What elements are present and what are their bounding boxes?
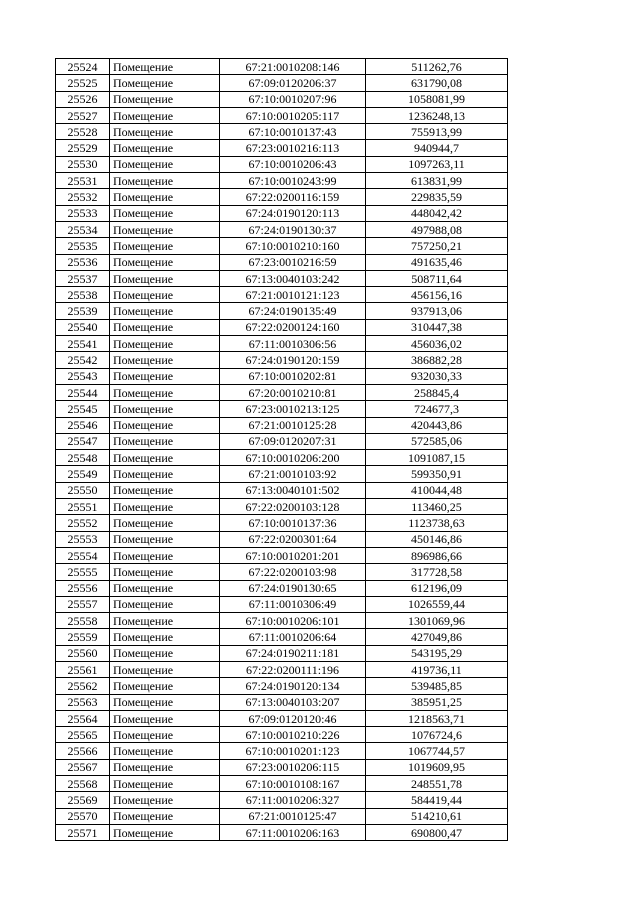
object-type-cell: Помещение <box>110 808 220 824</box>
cadastral-value-cell: 420443,86 <box>366 417 508 433</box>
row-number-cell: 25554 <box>56 547 110 563</box>
table-row <box>56 303 508 319</box>
cadastral-number-cell: 67:11:0010206:163 <box>220 824 366 840</box>
cadastral-value-cell: 1123738,63 <box>366 515 508 531</box>
cadastral-value-table <box>55 58 508 841</box>
object-type-cell: Помещение <box>110 743 220 759</box>
cadastral-number-cell: 67:22:0200103:128 <box>220 499 366 515</box>
row-number-cell: 25558 <box>56 613 110 629</box>
cadastral-value-cell: 1076724,6 <box>366 727 508 743</box>
cadastral-value-cell: 896986,66 <box>366 547 508 563</box>
table-row <box>56 547 508 563</box>
table-row <box>56 254 508 270</box>
row-number-cell: 25567 <box>56 759 110 775</box>
table-row <box>56 75 508 91</box>
object-type-cell: Помещение <box>110 482 220 498</box>
row-number-cell: 25548 <box>56 450 110 466</box>
cadastral-number-cell: 67:24:0190211:181 <box>220 645 366 661</box>
object-type-cell: Помещение <box>110 531 220 547</box>
row-number-cell: 25570 <box>56 808 110 824</box>
cadastral-number-cell: 67:24:0190130:65 <box>220 580 366 596</box>
cadastral-value-cell: 932030,33 <box>366 368 508 384</box>
cadastral-number-cell: 67:22:0200103:98 <box>220 564 366 580</box>
row-number-cell: 25535 <box>56 238 110 254</box>
table-row <box>56 629 508 645</box>
row-number-cell: 25538 <box>56 287 110 303</box>
cadastral-value-cell: 229835,59 <box>366 189 508 205</box>
row-number-cell: 25526 <box>56 91 110 107</box>
cadastral-number-cell: 67:23:0010216:59 <box>220 254 366 270</box>
cadastral-number-cell: 67:13:0040101:502 <box>220 482 366 498</box>
row-number-cell: 25562 <box>56 678 110 694</box>
row-number-cell: 25534 <box>56 221 110 237</box>
cadastral-number-cell: 67:10:0010210:226 <box>220 727 366 743</box>
cadastral-number-cell: 67:22:0200116:159 <box>220 189 366 205</box>
cadastral-number-cell: 67:09:0120207:31 <box>220 433 366 449</box>
cadastral-value-cell: 937913,06 <box>366 303 508 319</box>
row-number-cell: 25547 <box>56 433 110 449</box>
table-row <box>56 759 508 775</box>
object-type-cell: Помещение <box>110 547 220 563</box>
object-type-cell: Помещение <box>110 792 220 808</box>
cadastral-value-cell: 599350,91 <box>366 466 508 482</box>
row-number-cell: 25543 <box>56 368 110 384</box>
cadastral-value-cell: 448042,42 <box>366 205 508 221</box>
cadastral-value-cell: 310447,38 <box>366 319 508 335</box>
cadastral-number-cell: 67:10:0010201:201 <box>220 547 366 563</box>
object-type-cell: Помещение <box>110 580 220 596</box>
cadastral-value-cell: 386882,28 <box>366 352 508 368</box>
cadastral-value-cell: 385951,25 <box>366 694 508 710</box>
row-number-cell: 25529 <box>56 140 110 156</box>
table-row <box>56 776 508 792</box>
table-row <box>56 140 508 156</box>
table-row <box>56 678 508 694</box>
table-row <box>56 743 508 759</box>
row-number-cell: 25532 <box>56 189 110 205</box>
cadastral-value-cell: 419736,11 <box>366 661 508 677</box>
row-number-cell: 25559 <box>56 629 110 645</box>
row-number-cell: 25553 <box>56 531 110 547</box>
table-row <box>56 792 508 808</box>
table-row <box>56 613 508 629</box>
row-number-cell: 25527 <box>56 107 110 123</box>
row-number-cell: 25545 <box>56 401 110 417</box>
table-row <box>56 482 508 498</box>
object-type-cell: Помещение <box>110 776 220 792</box>
row-number-cell: 25564 <box>56 710 110 726</box>
cadastral-number-cell: 67:09:0120120:46 <box>220 710 366 726</box>
object-type-cell: Помещение <box>110 727 220 743</box>
object-type-cell: Помещение <box>110 417 220 433</box>
cadastral-number-cell: 67:20:0010210:81 <box>220 384 366 400</box>
cadastral-value-cell: 497988,08 <box>366 221 508 237</box>
cadastral-number-cell: 67:23:0010206:115 <box>220 759 366 775</box>
cadastral-number-cell: 67:22:0200301:64 <box>220 531 366 547</box>
cadastral-value-cell: 427049,86 <box>366 629 508 645</box>
cadastral-number-cell: 67:24:0190130:37 <box>220 221 366 237</box>
cadastral-number-cell: 67:10:0010137:36 <box>220 515 366 531</box>
cadastral-number-cell: 67:24:0190120:113 <box>220 205 366 221</box>
object-type-cell: Помещение <box>110 173 220 189</box>
row-number-cell: 25556 <box>56 580 110 596</box>
table-row <box>56 319 508 335</box>
cadastral-number-cell: 67:10:0010202:81 <box>220 368 366 384</box>
row-number-cell: 25561 <box>56 661 110 677</box>
cadastral-value-cell: 1067744,57 <box>366 743 508 759</box>
cadastral-value-cell: 690800,47 <box>366 824 508 840</box>
object-type-cell: Помещение <box>110 824 220 840</box>
cadastral-number-cell: 67:13:0040103:242 <box>220 270 366 286</box>
cadastral-number-cell: 67:22:0200124:160 <box>220 319 366 335</box>
table-row <box>56 368 508 384</box>
row-number-cell: 25571 <box>56 824 110 840</box>
cadastral-number-cell: 67:21:0010208:146 <box>220 59 366 75</box>
cadastral-number-cell: 67:10:0010205:117 <box>220 107 366 123</box>
cadastral-value-cell: 1097263,11 <box>366 156 508 172</box>
cadastral-value-cell: 724677,3 <box>366 401 508 417</box>
cadastral-value-cell: 757250,21 <box>366 238 508 254</box>
object-type-cell: Помещение <box>110 384 220 400</box>
object-type-cell: Помещение <box>110 466 220 482</box>
table-row <box>56 645 508 661</box>
object-type-cell: Помещение <box>110 156 220 172</box>
cadastral-number-cell: 67:11:0010206:64 <box>220 629 366 645</box>
cadastral-value-cell: 456036,02 <box>366 336 508 352</box>
object-type-cell: Помещение <box>110 303 220 319</box>
row-number-cell: 25531 <box>56 173 110 189</box>
object-type-cell: Помещение <box>110 75 220 91</box>
cadastral-number-cell: 67:10:0010206:43 <box>220 156 366 172</box>
table-row <box>56 564 508 580</box>
row-number-cell: 25560 <box>56 645 110 661</box>
object-type-cell: Помещение <box>110 678 220 694</box>
object-type-cell: Помещение <box>110 661 220 677</box>
cadastral-number-cell: 67:10:0010201:123 <box>220 743 366 759</box>
table-row <box>56 156 508 172</box>
object-type-cell: Помещение <box>110 287 220 303</box>
row-number-cell: 25530 <box>56 156 110 172</box>
row-number-cell: 25536 <box>56 254 110 270</box>
object-type-cell: Помещение <box>110 140 220 156</box>
object-type-cell: Помещение <box>110 694 220 710</box>
row-number-cell: 25544 <box>56 384 110 400</box>
object-type-cell: Помещение <box>110 336 220 352</box>
cadastral-number-cell: 67:13:0040103:207 <box>220 694 366 710</box>
object-type-cell: Помещение <box>110 596 220 612</box>
table-row <box>56 580 508 596</box>
cadastral-value-cell: 1236248,13 <box>366 107 508 123</box>
table-row <box>56 596 508 612</box>
table-row <box>56 91 508 107</box>
row-number-cell: 25525 <box>56 75 110 91</box>
cadastral-number-cell: 67:09:0120206:37 <box>220 75 366 91</box>
row-number-cell: 25540 <box>56 319 110 335</box>
table-row <box>56 824 508 840</box>
cadastral-number-cell: 67:24:0190135:49 <box>220 303 366 319</box>
cadastral-value-cell: 514210,61 <box>366 808 508 824</box>
row-number-cell: 25546 <box>56 417 110 433</box>
table-row <box>56 450 508 466</box>
object-type-cell: Помещение <box>110 368 220 384</box>
cadastral-number-cell: 67:10:0010108:167 <box>220 776 366 792</box>
table-row <box>56 727 508 743</box>
object-type-cell: Помещение <box>110 91 220 107</box>
object-type-cell: Помещение <box>110 613 220 629</box>
cadastral-number-cell: 67:21:0010125:28 <box>220 417 366 433</box>
table-row <box>56 336 508 352</box>
cadastral-value-cell: 755913,99 <box>366 124 508 140</box>
object-type-cell: Помещение <box>110 401 220 417</box>
object-type-cell: Помещение <box>110 221 220 237</box>
row-number-cell: 25569 <box>56 792 110 808</box>
row-number-cell: 25552 <box>56 515 110 531</box>
object-type-cell: Помещение <box>110 759 220 775</box>
row-number-cell: 25541 <box>56 336 110 352</box>
cadastral-number-cell: 67:10:0010206:101 <box>220 613 366 629</box>
cadastral-number-cell: 67:10:0010137:43 <box>220 124 366 140</box>
cadastral-value-cell: 1019609,95 <box>366 759 508 775</box>
row-number-cell: 25565 <box>56 727 110 743</box>
object-type-cell: Помещение <box>110 645 220 661</box>
cadastral-number-cell: 67:21:0010125:47 <box>220 808 366 824</box>
cadastral-number-cell: 67:10:0010206:200 <box>220 450 366 466</box>
cadastral-value-cell: 491635,46 <box>366 254 508 270</box>
object-type-cell: Помещение <box>110 59 220 75</box>
cadastral-value-cell: 410044,48 <box>366 482 508 498</box>
row-number-cell: 25542 <box>56 352 110 368</box>
cadastral-value-cell: 508711,64 <box>366 270 508 286</box>
cadastral-value-cell: 543195,29 <box>366 645 508 661</box>
object-type-cell: Помещение <box>110 238 220 254</box>
cadastral-number-cell: 67:11:0010306:49 <box>220 596 366 612</box>
cadastral-number-cell: 67:11:0010306:56 <box>220 336 366 352</box>
cadastral-number-cell: 67:11:0010206:327 <box>220 792 366 808</box>
cadastral-value-cell: 613831,99 <box>366 173 508 189</box>
cadastral-number-cell: 67:10:0010207:96 <box>220 91 366 107</box>
row-number-cell: 25563 <box>56 694 110 710</box>
cadastral-number-cell: 67:21:0010121:123 <box>220 287 366 303</box>
object-type-cell: Помещение <box>110 254 220 270</box>
cadastral-number-cell: 67:23:0010213:125 <box>220 401 366 417</box>
object-type-cell: Помещение <box>110 270 220 286</box>
row-number-cell: 25557 <box>56 596 110 612</box>
table-row <box>56 710 508 726</box>
row-number-cell: 25566 <box>56 743 110 759</box>
table-row <box>56 694 508 710</box>
table-row <box>56 417 508 433</box>
table-row <box>56 466 508 482</box>
row-number-cell: 25550 <box>56 482 110 498</box>
table-row <box>56 401 508 417</box>
cadastral-number-cell: 67:21:0010103:92 <box>220 466 366 482</box>
row-number-cell: 25549 <box>56 466 110 482</box>
cadastral-value-cell: 940944,7 <box>366 140 508 156</box>
table-row <box>56 124 508 140</box>
row-number-cell: 25568 <box>56 776 110 792</box>
object-type-cell: Помещение <box>110 189 220 205</box>
cadastral-number-cell: 67:10:0010243:99 <box>220 173 366 189</box>
row-number-cell: 25537 <box>56 270 110 286</box>
table-row <box>56 499 508 515</box>
table-row <box>56 173 508 189</box>
row-number-cell: 25528 <box>56 124 110 140</box>
cadastral-value-cell: 1026559,44 <box>366 596 508 612</box>
object-type-cell: Помещение <box>110 107 220 123</box>
cadastral-value-cell: 612196,09 <box>366 580 508 596</box>
object-type-cell: Помещение <box>110 433 220 449</box>
cadastral-value-cell: 572585,06 <box>366 433 508 449</box>
table-row <box>56 107 508 123</box>
object-type-cell: Помещение <box>110 710 220 726</box>
cadastral-value-cell: 511262,76 <box>366 59 508 75</box>
table-row <box>56 808 508 824</box>
object-type-cell: Помещение <box>110 450 220 466</box>
cadastral-number-cell: 67:22:0200111:196 <box>220 661 366 677</box>
cadastral-value-cell: 539485,85 <box>366 678 508 694</box>
row-number-cell: 25555 <box>56 564 110 580</box>
cadastral-value-cell: 1058081,99 <box>366 91 508 107</box>
table-row <box>56 352 508 368</box>
object-type-cell: Помещение <box>110 124 220 140</box>
table-row <box>56 221 508 237</box>
row-number-cell: 25533 <box>56 205 110 221</box>
table-row <box>56 59 508 75</box>
object-type-cell: Помещение <box>110 564 220 580</box>
table-row <box>56 661 508 677</box>
cadastral-number-cell: 67:24:0190120:134 <box>220 678 366 694</box>
cadastral-value-cell: 1091087,15 <box>366 450 508 466</box>
table-row <box>56 384 508 400</box>
object-type-cell: Помещение <box>110 319 220 335</box>
cadastral-value-cell: 456156,16 <box>366 287 508 303</box>
row-number-cell: 25539 <box>56 303 110 319</box>
cadastral-number-cell: 67:24:0190120:159 <box>220 352 366 368</box>
cadastral-value-cell: 450146,86 <box>366 531 508 547</box>
cadastral-value-cell: 1218563,71 <box>366 710 508 726</box>
object-type-cell: Помещение <box>110 352 220 368</box>
object-type-cell: Помещение <box>110 499 220 515</box>
cadastral-number-cell: 67:23:0010216:113 <box>220 140 366 156</box>
cadastral-number-cell: 67:10:0010210:160 <box>220 238 366 254</box>
object-type-cell: Помещение <box>110 515 220 531</box>
table-row <box>56 205 508 221</box>
cadastral-value-cell: 631790,08 <box>366 75 508 91</box>
table-row <box>56 287 508 303</box>
cadastral-value-cell: 248551,78 <box>366 776 508 792</box>
cadastral-value-cell: 317728,58 <box>366 564 508 580</box>
cadastral-value-cell: 584419,44 <box>366 792 508 808</box>
cadastral-value-cell: 258845,4 <box>366 384 508 400</box>
table-row <box>56 189 508 205</box>
row-number-cell: 25524 <box>56 59 110 75</box>
cadastral-value-cell: 113460,25 <box>366 499 508 515</box>
table-row <box>56 433 508 449</box>
object-type-cell: Помещение <box>110 205 220 221</box>
row-number-cell: 25551 <box>56 499 110 515</box>
cadastral-value-cell: 1301069,96 <box>366 613 508 629</box>
table-row <box>56 270 508 286</box>
object-type-cell: Помещение <box>110 629 220 645</box>
table-row <box>56 515 508 531</box>
table-row <box>56 531 508 547</box>
table-row <box>56 238 508 254</box>
table-body <box>56 59 508 841</box>
